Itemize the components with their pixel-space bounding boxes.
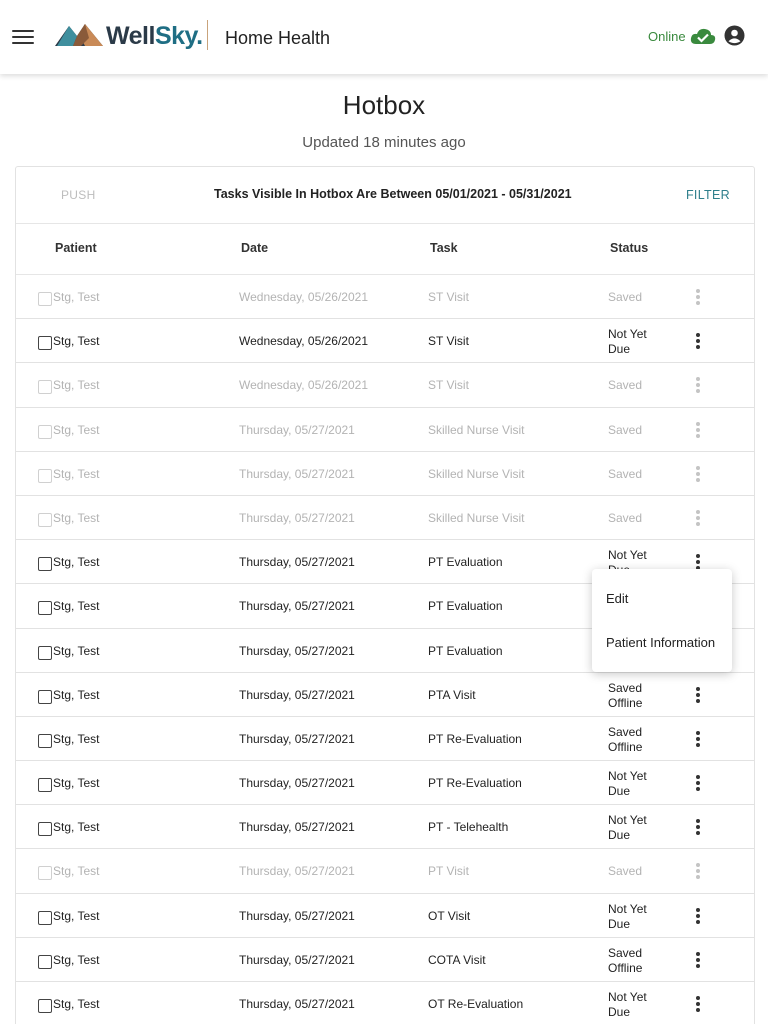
task-name: OT Re-Evaluation (428, 997, 524, 1011)
patient-name: Stg, Test (53, 510, 100, 525)
task-status-line-1: Saved (608, 864, 643, 879)
task-status-line-2: Offline (608, 695, 643, 710)
table-row[interactable] (16, 894, 754, 938)
task-status (608, 769, 678, 799)
task-status-line-1: Saved (608, 466, 643, 481)
table-row[interactable] (16, 982, 754, 1024)
task-name: Skilled Nurse Visit (428, 422, 525, 437)
menu-item-edit[interactable]: Edit (606, 591, 629, 606)
patient-name: Stg, Test (53, 908, 100, 923)
task-status-line-2: Offline (608, 960, 643, 975)
page-title: Hotbox (342, 90, 426, 120)
task-status (608, 681, 678, 711)
patient-name: Stg, Test (53, 952, 100, 967)
more-vert-icon[interactable] (694, 996, 702, 1014)
visit-date: Thursday, 05/27/2021 (239, 820, 355, 835)
row-checkbox[interactable] (38, 822, 52, 836)
visit-date: Thursday, 05/27/2021 (239, 687, 355, 702)
visit-date: Thursday, 05/27/2021 (239, 864, 355, 879)
account-circle-icon[interactable] (724, 25, 745, 46)
more-vert-icon[interactable] (694, 333, 702, 351)
visit-date: Thursday, 05/27/2021 (239, 599, 355, 614)
more-vert-icon[interactable] (694, 289, 702, 307)
task-name: ST Visit (428, 290, 469, 304)
menu-item-patient-information[interactable]: Patient Information (606, 635, 716, 650)
patient-name: Stg, Test (53, 731, 100, 746)
table-row[interactable] (16, 673, 754, 717)
row-checkbox[interactable] (38, 911, 52, 925)
row-checkbox[interactable] (38, 999, 52, 1013)
row-checkbox[interactable] (38, 955, 52, 969)
table-row[interactable] (16, 363, 754, 407)
task-status (608, 864, 678, 879)
row-context-menu (592, 569, 732, 672)
row-checkbox[interactable] (38, 292, 52, 306)
task-name: PT Evaluation (428, 643, 503, 658)
table-row[interactable] (16, 408, 754, 452)
more-vert-icon[interactable] (694, 775, 702, 793)
row-checkbox[interactable] (38, 734, 52, 748)
visit-date: Wednesday, 05/26/2021 (239, 334, 368, 349)
patient-name: Stg, Test (53, 687, 100, 702)
more-vert-icon[interactable] (694, 377, 702, 395)
row-checkbox[interactable] (38, 557, 52, 571)
visit-date: Thursday, 05/27/2021 (239, 422, 355, 437)
visit-date: Thursday, 05/27/2021 (239, 952, 355, 967)
task-status-line-2: Due (608, 1005, 631, 1019)
row-checkbox[interactable] (38, 646, 52, 660)
task-name: PT Visit (428, 864, 469, 879)
task-name: PT Evaluation (428, 599, 503, 614)
task-name: Skilled Nurse Visit (428, 510, 525, 525)
patient-name: Stg, Test (53, 599, 100, 614)
task-name: ST Visit (428, 334, 469, 349)
table-row[interactable] (16, 805, 754, 849)
more-vert-icon[interactable] (694, 466, 702, 484)
visit-date: Thursday, 05/27/2021 (239, 776, 355, 791)
row-checkbox[interactable] (38, 601, 52, 615)
task-status (608, 423, 678, 438)
more-vert-icon[interactable] (694, 422, 702, 440)
task-status (608, 725, 678, 755)
more-vert-icon[interactable] (694, 908, 702, 926)
visit-date: Thursday, 05/27/2021 (239, 731, 355, 746)
row-checkbox[interactable] (38, 866, 52, 880)
task-status (608, 511, 678, 526)
task-name: PT Evaluation (428, 555, 503, 570)
row-checkbox[interactable] (38, 469, 52, 483)
patient-name: Stg, Test (53, 555, 100, 570)
visit-date: Thursday, 05/27/2021 (239, 908, 355, 923)
table-row[interactable] (16, 761, 754, 805)
more-vert-icon[interactable] (694, 863, 702, 881)
visit-date: Thursday, 05/27/2021 (239, 997, 355, 1011)
visit-date: Wednesday, 05/26/2021 (239, 290, 368, 304)
task-name: PT - Telehealth (428, 820, 509, 835)
visit-date: Thursday, 05/27/2021 (239, 466, 355, 481)
patient-name: Stg, Test (53, 466, 100, 481)
task-name: PT Re-Evaluation (428, 776, 522, 791)
table-row[interactable] (16, 275, 754, 319)
task-status (608, 327, 678, 357)
patient-name: Stg, Test (53, 776, 100, 791)
task-status-line-1: Not Yet (608, 990, 647, 1004)
hamburger-icon[interactable] (12, 30, 34, 46)
more-vert-icon[interactable] (694, 731, 702, 749)
more-vert-icon[interactable] (694, 819, 702, 837)
more-vert-icon[interactable] (694, 687, 702, 705)
task-status-line-1: Saved (608, 680, 643, 695)
task-status-line-2: Due (608, 916, 631, 931)
task-status (608, 813, 678, 843)
task-status (608, 990, 678, 1020)
row-checkbox[interactable] (38, 336, 52, 350)
table-row[interactable] (16, 938, 754, 982)
patient-name: Stg, Test (53, 820, 100, 835)
task-status-line-2: Due (608, 828, 631, 843)
task-name: COTA Visit (428, 952, 486, 967)
task-status (608, 902, 678, 932)
visit-date: Wednesday, 05/26/2021 (239, 378, 368, 393)
task-status (608, 290, 678, 305)
task-status-line-2: Offline (608, 739, 643, 754)
patient-name: Stg, Test (53, 864, 100, 879)
filter-button[interactable]: FILTER (686, 188, 730, 202)
wellsky-logo-icon (55, 20, 103, 46)
patient-name: Stg, Test (53, 378, 100, 393)
table-row[interactable] (16, 849, 754, 893)
table-row[interactable] (16, 717, 754, 761)
row-checkbox[interactable] (38, 380, 52, 394)
last-updated-text: Updated 18 minutes ago (302, 134, 466, 151)
visit-date: Thursday, 05/27/2021 (239, 510, 355, 525)
online-status: Online (648, 29, 686, 44)
task-name: ST Visit (428, 378, 469, 393)
task-status-line-1: Saved (608, 945, 643, 960)
task-status-line-2: Due (608, 784, 631, 799)
task-status-line-2: Due (608, 342, 631, 357)
task-status-line-1: Not Yet (608, 327, 647, 342)
brand-logo-text: WellSky. (106, 22, 203, 50)
more-vert-icon[interactable] (694, 952, 702, 970)
task-status-line-1: Saved (608, 724, 643, 739)
more-vert-icon[interactable] (694, 510, 702, 528)
task-status-line-1: Saved (608, 422, 643, 437)
column-header-task[interactable]: Task (430, 241, 458, 255)
app-name: Home Health (225, 28, 331, 48)
app-header (0, 0, 768, 74)
task-status-line-1: Not Yet (608, 548, 647, 563)
date-range-text: Tasks Visible In Hotbox Are Between 05/01/2021 - 05/31/2021 (214, 187, 572, 201)
patient-name: Stg, Test (53, 290, 100, 304)
row-checkbox[interactable] (38, 778, 52, 792)
task-status-line-1: Not Yet (608, 813, 647, 828)
table-row[interactable] (16, 496, 754, 540)
task-name: PTA Visit (428, 687, 476, 702)
column-header-patient[interactable]: Patient (55, 241, 97, 255)
row-checkbox[interactable] (38, 690, 52, 704)
patient-name: Stg, Test (53, 997, 100, 1011)
column-header-date[interactable]: Date (241, 241, 269, 255)
hotbox-toolbar (16, 167, 754, 224)
task-status-line-1: Saved (608, 290, 643, 304)
row-checkbox[interactable] (38, 425, 52, 439)
task-status (608, 946, 678, 976)
column-header-status[interactable]: Status (610, 241, 649, 255)
patient-name: Stg, Test (53, 422, 100, 437)
task-name: Skilled Nurse Visit (428, 466, 525, 481)
cloud-check-icon (690, 26, 716, 46)
visit-date: Thursday, 05/27/2021 (239, 555, 355, 570)
row-checkbox[interactable] (38, 513, 52, 527)
patient-name: Stg, Test (53, 334, 100, 349)
task-name: OT Visit (428, 908, 471, 923)
patient-name: Stg, Test (53, 643, 100, 658)
header-divider (207, 20, 208, 50)
visit-date: Thursday, 05/27/2021 (239, 643, 355, 658)
task-status-line-1: Saved (608, 378, 643, 393)
task-status-line-1: Not Yet (608, 901, 647, 916)
push-button[interactable]: PUSH (61, 188, 96, 202)
task-status (608, 467, 678, 482)
task-status-line-1: Not Yet (608, 769, 647, 784)
task-name: PT Re-Evaluation (428, 731, 522, 746)
table-row[interactable] (16, 319, 754, 363)
table-row[interactable] (16, 452, 754, 496)
task-status-line-1: Saved (608, 510, 643, 525)
task-status (608, 378, 678, 393)
